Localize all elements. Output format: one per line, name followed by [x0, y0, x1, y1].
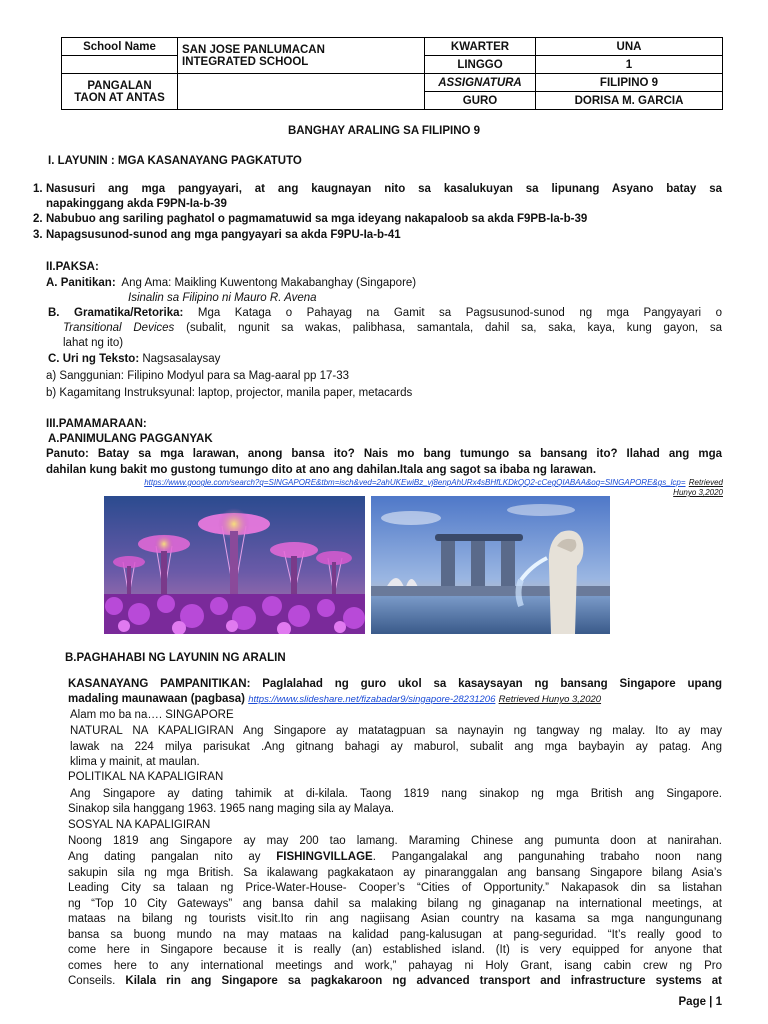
layunin-item-1-line-1: Nasusuri ang mga pangyayari, at ang kaugnayan nito sa kasalukuyan sa lipunang Asyano batay sa — [46, 183, 722, 195]
image-source-retrieved: Retrieved — [688, 478, 723, 487]
header-table — [61, 37, 723, 110]
paksa-b-line-3: lahat ng ito) — [63, 337, 124, 349]
natural-text-1: Ang Singapore ay matatagpuan sa naynayin ng tangway ng malay. Ito ay may — [233, 725, 722, 737]
school-name-line-2: INTEGRATED SCHOOL — [182, 55, 309, 68]
paksa-b-line-2 — [63, 321, 722, 336]
gardens-by-the-bay-image — [104, 496, 365, 634]
layunin-num-1: 1. — [33, 183, 43, 195]
layunin-item-1-line-2: napakinggang akda F9PN-Ia-b-39 — [46, 198, 227, 210]
pangalan-label: PANGALAN — [87, 79, 152, 92]
layunin-item-3: Napagsusunod-sunod ang mga pangyayari sa akda F9PU-Ia-b-41 — [46, 229, 401, 241]
slideshare-link[interactable]: https://www.slideshare.net/fizabadar9/singapore-28231206 — [248, 694, 496, 705]
paksa-a — [46, 276, 726, 291]
gardens-by-the-bay-drawing — [104, 496, 365, 634]
layunin-num-3: 3. — [33, 229, 43, 241]
page-number: Page | 1 — [678, 996, 722, 1008]
panimulang-pagganyak-heading: A.PANIMULANG PAGGANYAK — [48, 433, 213, 445]
sosyal-text-10b: Kilala rin ang Singapore sa pagkakaroon ng advanced transport and infrastructure systems at — [125, 975, 723, 987]
school-name-value — [178, 38, 425, 74]
sosyal-line-8: come here in Singapore because it is really (an) established island. (It) is very equipped for anyone that — [68, 944, 722, 956]
paksa-a-sub: Isinalin sa Filipino ni Mauro R. Avena — [128, 292, 317, 304]
sosyal-line-1: Noong 1819 ang Singapore ay may 200 tao lamang. Maraming Chinese ang pumunta doon at nanirahan. — [68, 835, 722, 847]
layunin-num-2: 2. — [33, 213, 43, 225]
guro-label: GURO — [425, 92, 536, 110]
politikal-label: POLITIKAL NA KAPALIGIRAN — [68, 771, 224, 783]
natural-line-2: lawak na 224 milya parisukat .Ang gitnang bahagi ay maburol, subalit ang mga baybayin ay patag. Ang — [70, 741, 722, 753]
sosyal-line-10 — [68, 974, 722, 989]
assignatura-label: ASSIGNATURA — [425, 74, 536, 92]
sosyal-line-4: Leading City sa talaan ng Price-Water-House- Cooper’s “Cities of Opportunity.” Nakapasok din sa listahan — [68, 882, 722, 894]
alam-mo-ba: Alam mo ba na…. SINGAPORE — [70, 709, 234, 721]
sosyal-label: SOSYAL NA KAPALIGIRAN — [68, 819, 211, 831]
layunin-heading: I. LAYUNIN : MGA KASANAYANG PAGKATUTO — [48, 155, 302, 167]
linggo-value: 1 — [536, 56, 723, 74]
document-title: BANGHAY ARALING SA FILIPINO 9 — [287, 125, 481, 137]
panuto-line-1: Panuto: Batay sa mga larawan, anong bansa ito? Nais mo bang tumungo sa bansang ito? Ilahad ang mga — [46, 448, 722, 460]
paksa-c-label: C. Uri ng Teksto: — [48, 353, 140, 365]
paksa-b-text-2: (subalit, ngunit sa wakas, palibhasa, samantala, dahil sa, saka, kaya, kung gayon, sa — [174, 322, 722, 334]
natural-line-1 — [70, 724, 722, 739]
politikal-line-2: Sinakop sila hanggang 1963. 1965 nang maging sila ay Malaya. — [68, 803, 395, 815]
paksa-sanggunian: a) Sanggunian: Filipino Modyul para sa Mag-aaral pp 17-33 — [46, 370, 350, 382]
paksa-kagamitan: b) Kagamitang Instruksyunal: laptop, projector, manila paper, metacards — [46, 387, 413, 399]
sosyal-line-9: comes here to any international meetings and work,” pahayag ni Holy Grant, isang cabin crew ng Pro — [68, 960, 722, 972]
paksa-a-value: Ang Ama: Maikling Kuwentong Makabanghay (Singapore) — [121, 277, 417, 289]
school-name-label: School Name — [62, 38, 178, 56]
sosyal-line-3: sakupin sila ng mga British. Sa ikalawang pagkakataon ay pinaranggalan ang bansang Singapore bilang Asia’s — [68, 867, 722, 879]
sosyal-line-6: mataas na bilang ng tourists visit.Ito rin ang nagiisang Asian country na kasama sa mga nangungunang — [68, 913, 722, 925]
sosyal-line-7: bansa sa buong mundo na may mataas na kalidad pang-kalusugan at pang-seguridad. “It’s really good to — [68, 929, 722, 941]
merlion-marina-bay-image — [371, 496, 610, 634]
sosyal-text-10a: Conseils. — [68, 975, 126, 987]
layunin-item-2: Nabubuo ang sariling paghatol o pagmamatuwid sa mga ideyang nakapaloob sa akda F9PB-Ia-b-39 — [46, 213, 588, 225]
merlion-marina-bay-drawing — [371, 496, 610, 634]
taon-antas-label: TAON AT ANTAS — [74, 91, 165, 104]
image-source-link[interactable]: https://www.google.com/search?q=SINGAPORE&tbm=isch&ved=2ahUKEwiBz_vj8enpAhURx4sBHfLKDkQQ2-cCegQIABAA&oq=SINGAPORE&gs_lcp= — [144, 478, 686, 487]
kwarter-label: KWARTER — [425, 38, 536, 56]
kasanayan-line-1: KASANAYANG PAMPANITIKAN: Paglalahad ng guro ukol sa kasaysayan ng bansang Singapore upang — [68, 678, 722, 690]
paghahabi-heading: B.PAGHAHABI NG LAYUNIN NG ARALIN — [65, 652, 286, 664]
paksa-c-value: Nagsasalaysay — [139, 353, 221, 365]
paksa-a-label: A. Panitikan: — [46, 277, 116, 289]
paksa-c — [48, 352, 648, 367]
kasanayan-text-2: madaling maunawaan (pagbasa) — [68, 693, 246, 705]
paksa-b-italic: Transitional Devices — [63, 322, 175, 334]
sosyal-line-2 — [68, 850, 722, 865]
school-name-line-1: SAN JOSE PANLUMACAN — [182, 43, 325, 56]
image-source-date-text: Hunyo 3,2020 — [673, 488, 723, 497]
sosyal-text-2c: . Pangangalakal ang pangunahing trabaho noon nang — [372, 851, 722, 863]
pamamaraan-heading: III.PAMAMARAAN: — [46, 418, 147, 430]
assignatura-value: FILIPINO 9 — [536, 74, 723, 92]
paksa-b-line-1 — [48, 306, 722, 321]
slideshare-retrieved: Retrieved Hunyo 3,2020 — [498, 694, 602, 705]
kasanayan-line-2 — [68, 692, 722, 707]
paksa-b-text-1: Mga Kataga o Pahayag na Gamit sa Pagsusunod-sunod ng mga Pangyayari o — [197, 307, 722, 319]
natural-label: NATURAL NA KAPALIGIRAN — [70, 725, 234, 737]
paksa-b-label: B. Gramatika/Retorika: — [48, 307, 184, 319]
panuto-line-2: dahilan kung bakit mo gustong tumungo dito at ano ang dahilan.Itala ang sagot sa ibaba ng larawan. — [46, 464, 597, 476]
pangalan-taon-label — [62, 74, 178, 110]
guro-value: DORISA M. GARCIA — [536, 92, 723, 110]
natural-line-3: klima y mainit, at maulan. — [70, 756, 200, 768]
linggo-label: LINGGO — [425, 56, 536, 74]
kwarter-value: UNA — [536, 38, 723, 56]
pangalan-value — [178, 74, 425, 110]
politikal-line-1: Ang Singapore ay dating tahimik at di-kilala. Taong 1819 nang sinakop ng mga British ang Singapore. — [70, 788, 722, 800]
empty-cell — [62, 56, 178, 74]
sosyal-text-2b: FISHINGVILLAGE — [276, 851, 373, 863]
sosyal-text-2a: Ang dating pangalan nito ay — [68, 851, 277, 863]
paksa-heading: II.PAKSA: — [46, 261, 99, 273]
sosyal-line-5: ng “Top 10 City Gateways” ang bansa dahil sa malaking bilang ng ginaganap na international meetings, at — [68, 898, 722, 910]
